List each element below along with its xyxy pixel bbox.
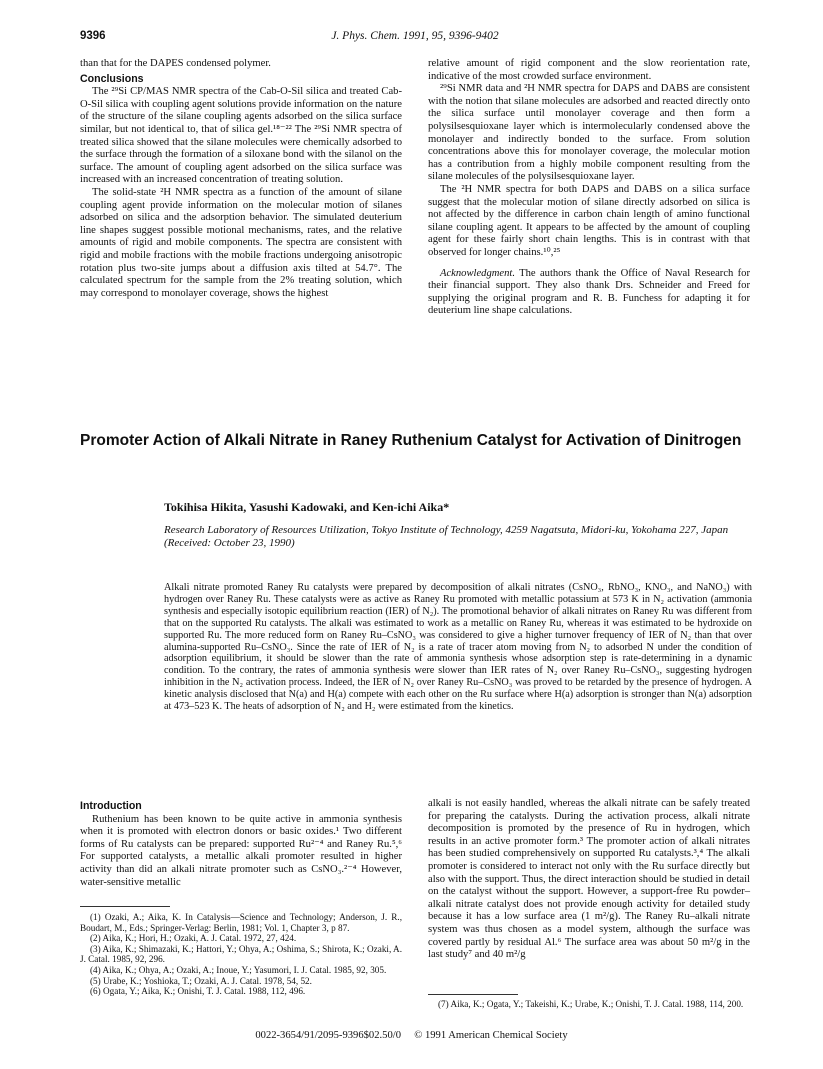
journal-reference: J. Phys. Chem. 1991, 95, 9396-9402: [331, 30, 499, 42]
footnote: (6) Ogata, Y.; Aika, K.; Onishi, T. J. Catal. 1988, 112, 496.: [90, 986, 306, 997]
prev-article-right-column: [428, 58, 750, 318]
footnote: (4) Aika, K.; Ohya, A.; Ozaki, A.; Inoue, Y.; Yasumori, I. J. Catal. 1985, 92, 305.: [90, 964, 387, 975]
conclusions-paragraph-2: The solid-state ²H NMR spectra as a function of the amount of silane coupling agent provide information on the molecular motion of silanes adsorbed on silica and the adsorption behavior. The simulated deuterium line shapes suggest possible motional mechanisms, rates, and the relative amounts of rigid and mobile components. The spectra are consistent with rigid and mobile fractions with the mobile fractions undergoing anisotropic rotation plus two-site jumps about a diffusion axis tilted at 54.7°. The calculated spectrum for the sample from the 2% treating solution, which may correspond to monolayer coverage, shows the highest: [80, 186, 402, 299]
article-authors: Tokihisa Hikita, Yasushi Kadowaki, and Ken-ichi Aika*: [164, 500, 450, 514]
footnote-rule-right: [428, 994, 518, 995]
footer-code: 0022-3654/91/2095-9396$02.50/0: [255, 1030, 402, 1041]
acknowledgment-text: The authors thank the Office of Naval Research for their financial support. They also thank Drs. Schneider and Freed for supplying the original program and R. B. Funchess for adapting it for deuterium line shape calculations.: [428, 267, 750, 317]
acknowledgment-paragraph: [428, 268, 750, 318]
article-abstract: Alkali nitrate promoted Raney Ru catalysts were prepared by decomposition of alkali nitrates (CsNO₃, RbNO₃, KNO₃, and NaNO₃) with hydrogen over Raney Ru. These catalysts were as active as Raney Ru promoted with metallic potassium at 573 K in N₂ activation (ammonia synthesis and especially isotopic equilibrium reaction (IER) of N₂). The promotional behavior of alkali nitrates on Raney Ru was different from that on the supported Ru catalysts. The alkali was estimated to work as a metallic on Raney Ru, whereas it was estimated to be hydroxide on supported Ru. The more reduced form on Raney Ru–CsNO₃ was considered to give a higher turnover frequency of IER of N₂ than that over alumina-supported Ru–CsNO₃. Since the rate of IER of N₂ is a rate of tracer atom moving from N₂ to adsorbed N under the condition of adsorption equilibrium, it should be slower than the rate of ammonia synthesis whose adsorption step is rate-determining in a dynamic condition. To the contrary, the rates of ammonia synthesis were slower than IER rates of N₂ over Raney Ru–CsNO₃, suggesting hydrogen inhibition in the N₂ activation process. Indeed, the IER of N₂ over Raney Ru–CsNO₃ was proved to be retarded by the presence of hydrogen. A kinetic analysis disclosed that N(a) and H(a) compete with each other on the Ru surface where H(a) adsorption is stronger than N(a) adsorption at 473–523 K. The heats of adsorption of N₂ and H₂ were estimated from the kinetics.: [164, 582, 752, 713]
footnote: (2) Aika, K.; Hori, H.; Ozaki, A. J. Catal. 1972, 27, 424.: [90, 933, 297, 944]
footnote: (1) Ozaki, A.; Aika, K. In Catalysis—Science and Technology; Anderson, J. R., Boudart, M., Eds.; Springer-Verlag: Berlin, 1981; Vol. 1, Chapter 3, p 87.: [80, 912, 402, 933]
prev-right-paragraph-1: ²⁹Si NMR data and ²H NMR spectra for DAPS and DABS are consistent with the notion that silane molecules are adsorbed and reacted directly onto the silica surface until monolayer coverage and then form a polysilsesquioxane layer which is intermolecularly condensed above the monolayer and indirectly bonded to the surface. From solution concentrations above this for monolayer coverage, the molecular motion has a contribution from a highly mobile component resulting from the silane molecules of the polysilsesquioxane layer.: [428, 83, 750, 183]
footnote: (3) Aika, K.; Shimazaki, K.; Hattori, Y.; Ohya, A.; Oshima, S.; Shirota, K.; Ozaki, A. J. Catal. 1985, 92, 296.: [80, 943, 402, 965]
introduction-heading: Introduction: [80, 800, 142, 812]
article-title: Promoter Action of Alkali Nitrate in Raney Ruthenium Catalyst for Activation of Dinitrogen: [80, 432, 742, 449]
footer-copyright: © 1991 American Chemical Society: [414, 1030, 568, 1041]
page-number: 9396: [80, 30, 106, 42]
intro-right-text: alkali is not easily handled, whereas the alkali nitrate can be safely treated for preparing the catalysts. During the activation process, alkali nitrate decomposition is promoted by the presence of Ru in hydrogen, which results in an active promoter form.³ The promoter action of alkali nitrates has been studied comprehensively on supported Ru catalysts.³,⁴ The alkali promoter is considered to interact not only with the Ru surface directly but also with the support. Thus, the direct interaction should be studied in detail on the catalyst without the support. However, a support-free Ru powder–alkali nitrate catalyst does not provide enough activity for detailed study because it has a low surface area (1 m²/g). The Raney Ru–alkali nitrate system was thus chosen as a model system, although the surface was covered partly by residual Al.⁶ The surface area was about 50 m²/g in the last study⁷ and 40 m²/g: [428, 798, 750, 961]
intro-left-column: [80, 798, 402, 889]
intro-right-column: [428, 798, 750, 962]
prev-article-left-column: [80, 58, 402, 300]
conclusions-heading: Conclusions: [80, 72, 144, 85]
article-affiliation: Research Laboratory of Resources Utilization, Tokyo Institute of Technology, 4259 Nagatsuta, Midori-ku, Yokohama 227, Japan (Received: October 23, 1990): [164, 524, 729, 549]
footnotes-right: [428, 999, 750, 1010]
acknowledgment-label: Acknowledgment.: [440, 267, 516, 279]
intro-left-text: Ruthenium has been known to be quite active in ammonia synthesis when it is promoted with electron donors or basic oxides.¹ Two different forms of Ru catalysts can be prepared: supported Ru²⁻⁴ and Raney Ru.⁵,⁶ For supported catalysts, a metallic alkali promoter resulted in higher activity than did an alkali nitrate promoter such as CsNO₃.²⁻⁴ However, water-sensitive metallic: [80, 813, 402, 888]
running-header: [80, 30, 750, 46]
footnote: (7) Aika, K.; Ogata, Y.; Takeishi, K.; Urabe, K.; Onishi, T. J. Catal. 1988, 114, 200.: [438, 999, 744, 1009]
footnote-rule-left: [80, 906, 170, 907]
prev-left-intro: than that for the DAPES condensed polymer.: [80, 58, 271, 69]
prev-right-paragraph-2: The ²H NMR spectra for both DAPS and DABS on a silica surface suggest that the molecular motion of silane directly adsorbed on silica is not affected by the difference in carbon chain length of amino functional silane coupling agent. It appears to be affected by the amount of coupling agent for these fairly short chain lengths. This is in contrast with that observed for longer chains.¹⁰,²⁵: [428, 183, 750, 258]
footnotes-left: [80, 912, 402, 997]
prev-right-continuation: relative amount of rigid component and the slow reorientation rate, indicative of the most crowded surface environment.: [428, 58, 750, 82]
page-footer: [0, 1030, 823, 1041]
footnote: (5) Urabe, K.; Yoshioka, T.; Ozaki, A. J. Catal. 1978, 54, 52.: [90, 975, 312, 986]
conclusions-paragraph-1: The ²⁹Si CP/MAS NMR spectra of the Cab-O-Sil silica and treated Cab-O-Sil silica with coupling agent solutions provide information on the nature of the structure of the silane coupling agents adsorbed on the silica surface similar, but not identical to, that of silica gel.¹⁸⁻²² The ²⁹Si NMR spectra of treated silica showed that the silane molecules were chemically adsorbed to the surface through the formation of a siloxane bond with the silanol on the surface. The amount of coupling agent adsorbed on the silica surface was increased with an increased concentration of treating solution.: [80, 86, 402, 186]
